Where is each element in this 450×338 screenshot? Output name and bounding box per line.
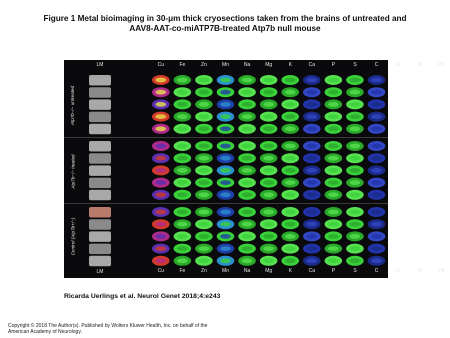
brain-section-core bbox=[371, 258, 382, 263]
element-label-mg: Mg bbox=[265, 268, 273, 274]
element-label-k: K bbox=[288, 62, 292, 68]
brain-section-core bbox=[242, 114, 253, 119]
brain-section-core bbox=[199, 258, 210, 263]
brain-section-core bbox=[220, 102, 231, 107]
brain-section-core bbox=[285, 114, 296, 119]
brain-section-core bbox=[285, 258, 296, 263]
element-label-mn: Mn bbox=[222, 62, 229, 68]
brain-section-core bbox=[371, 222, 382, 227]
brain-section-core bbox=[177, 126, 188, 131]
brain-section-core bbox=[220, 210, 231, 215]
brain-section-core bbox=[199, 156, 210, 161]
brain-section-core bbox=[220, 144, 231, 149]
element-label-cu: Cu bbox=[157, 268, 164, 274]
element-label-p: P bbox=[331, 62, 336, 68]
brain-section-core bbox=[242, 258, 253, 263]
brain-section-core bbox=[371, 156, 382, 161]
element-label-ca: Ca bbox=[308, 268, 316, 274]
brain-section-core bbox=[220, 234, 231, 239]
brain-section-core bbox=[371, 78, 382, 83]
brain-section-core bbox=[371, 102, 382, 107]
brain-section-core bbox=[350, 126, 361, 131]
brain-section-core bbox=[199, 126, 210, 131]
brain-section-core bbox=[242, 78, 253, 83]
brain-section-core bbox=[242, 210, 253, 215]
brain-section-core bbox=[199, 192, 210, 197]
brain-section-core bbox=[155, 210, 166, 215]
brain-section-core bbox=[285, 210, 296, 215]
group-divider bbox=[64, 137, 388, 138]
brain-section-core bbox=[177, 156, 188, 161]
element-label-ca: Ca bbox=[308, 62, 316, 68]
brain-section-core bbox=[263, 246, 274, 251]
brain-section-core bbox=[328, 156, 339, 161]
brain-section-core bbox=[285, 156, 296, 161]
group-divider bbox=[64, 203, 388, 204]
brain-section-core bbox=[371, 126, 382, 131]
element-label-cu: Cu bbox=[157, 62, 164, 68]
brain-section-core bbox=[199, 210, 210, 215]
brain-section-core bbox=[328, 168, 339, 173]
brain-section-core bbox=[242, 102, 253, 107]
brain-section-core bbox=[328, 222, 339, 227]
copyright-line-2: American Academy of Neurology. bbox=[8, 329, 82, 335]
brain-section-core bbox=[199, 144, 210, 149]
brain-section-core bbox=[371, 246, 382, 251]
brain-section-core bbox=[350, 102, 361, 107]
brain-section-core bbox=[199, 246, 210, 251]
element-label-ni: Ni bbox=[417, 62, 423, 68]
brain-section-core bbox=[155, 78, 166, 83]
group-label-untreated: Atp7b−/− untreated bbox=[70, 85, 76, 125]
figure-title-line-2: AAV8-AAT-co-miATP7B-treated Atp7b null mouse bbox=[129, 24, 321, 33]
element-label-cr: Cr bbox=[395, 62, 401, 68]
brain-section-core bbox=[285, 234, 296, 239]
brain-section-core bbox=[285, 144, 296, 149]
brain-section-core bbox=[177, 210, 188, 215]
figure-title-line-1: Figure 1 Metal bioimaging in 30-μm thick cryosections taken from the brains of untreated and bbox=[43, 14, 407, 23]
brain-section-core bbox=[220, 90, 231, 95]
group-label-control: Control (Atp7b+/−) bbox=[70, 217, 76, 255]
brain-section-core bbox=[199, 180, 210, 185]
light-microscopy-thumbnail bbox=[89, 231, 111, 242]
element-label-p: P bbox=[331, 268, 336, 274]
brain-section-core bbox=[263, 114, 274, 119]
brain-section-core bbox=[263, 210, 274, 215]
brain-section-core bbox=[263, 234, 274, 239]
brain-section-core bbox=[328, 234, 339, 239]
brain-section-core bbox=[199, 78, 210, 83]
brain-section-core bbox=[220, 114, 231, 119]
brain-section-core bbox=[285, 102, 296, 107]
brain-section-core bbox=[242, 168, 253, 173]
brain-section-core bbox=[220, 222, 231, 227]
brain-section-core bbox=[350, 192, 361, 197]
element-label-zn: Zn bbox=[201, 268, 207, 274]
brain-section-core bbox=[328, 114, 339, 119]
figure-title bbox=[0, 14, 450, 34]
brain-section-core bbox=[155, 144, 166, 149]
brain-section-core bbox=[371, 210, 382, 215]
brain-section-core bbox=[155, 126, 166, 131]
bioimaging-figure bbox=[64, 60, 445, 278]
brain-section-core bbox=[199, 234, 210, 239]
element-column-footers bbox=[150, 267, 450, 277]
light-microscopy-thumbnail bbox=[89, 219, 111, 230]
brain-section-core bbox=[328, 210, 339, 215]
brain-section-core bbox=[306, 258, 317, 263]
element-label-pb: Pb bbox=[438, 268, 445, 274]
brain-section-core bbox=[306, 102, 317, 107]
brain-section-core bbox=[263, 192, 274, 197]
brain-section-core bbox=[220, 168, 231, 173]
brain-section-core bbox=[263, 156, 274, 161]
brain-section-core bbox=[242, 234, 253, 239]
brain-section-core bbox=[371, 234, 382, 239]
brain-section-core bbox=[242, 90, 253, 95]
element-label-mn: Mn bbox=[222, 268, 229, 274]
brain-section-core bbox=[263, 168, 274, 173]
element-label-c: C bbox=[374, 268, 379, 274]
brain-section-core bbox=[220, 192, 231, 197]
brain-section-core bbox=[350, 180, 361, 185]
brain-section-core bbox=[177, 222, 188, 227]
light-microscopy-thumbnail bbox=[89, 141, 111, 152]
brain-section-core bbox=[199, 222, 210, 227]
brain-section-core bbox=[306, 192, 317, 197]
light-microscopy-thumbnail bbox=[89, 244, 111, 255]
brain-section-core bbox=[242, 246, 253, 251]
brain-section-core bbox=[177, 234, 188, 239]
brain-section-core bbox=[371, 90, 382, 95]
brain-section-core bbox=[285, 126, 296, 131]
brain-section-core bbox=[371, 180, 382, 185]
brain-section-core bbox=[328, 102, 339, 107]
brain-section-core bbox=[199, 168, 210, 173]
figure-citation: Ricarda Uerlings et al. Neurol Genet 2018;4:e243 bbox=[64, 293, 221, 300]
brain-section-core bbox=[285, 180, 296, 185]
brain-section-core bbox=[199, 102, 210, 107]
element-label-pb: Pb bbox=[438, 62, 445, 68]
brain-section-core bbox=[242, 180, 253, 185]
brain-section-core bbox=[220, 246, 231, 251]
brain-section-core bbox=[177, 180, 188, 185]
brain-section-core bbox=[155, 258, 166, 263]
brain-section-core bbox=[285, 246, 296, 251]
element-label-s: S bbox=[353, 268, 357, 274]
light-microscopy-thumbnail bbox=[89, 207, 111, 218]
element-label-na: Na bbox=[243, 268, 251, 274]
brain-section-core bbox=[285, 90, 296, 95]
brain-section-core bbox=[220, 126, 231, 131]
brain-section-core bbox=[350, 222, 361, 227]
brain-section-core bbox=[220, 258, 231, 263]
brain-section-core bbox=[306, 210, 317, 215]
brain-section-core bbox=[177, 114, 188, 119]
brain-section-core bbox=[350, 144, 361, 149]
brain-section-core bbox=[328, 126, 339, 131]
element-label-ni: Ni bbox=[417, 268, 423, 274]
brain-section-core bbox=[371, 144, 382, 149]
light-microscopy-thumbnail bbox=[89, 99, 111, 110]
brain-section-core bbox=[350, 258, 361, 263]
brain-section-core bbox=[306, 114, 317, 119]
element-column-headers bbox=[150, 61, 450, 71]
brain-section-core bbox=[199, 90, 210, 95]
brain-section-core bbox=[350, 156, 361, 161]
brain-section-core bbox=[177, 90, 188, 95]
brain-section-core bbox=[350, 234, 361, 239]
element-label-na: Na bbox=[243, 62, 251, 68]
brain-section-core bbox=[328, 90, 339, 95]
brain-section-core bbox=[177, 168, 188, 173]
brain-section-core bbox=[306, 222, 317, 227]
brain-section-core bbox=[263, 180, 274, 185]
brain-section-core bbox=[306, 144, 317, 149]
brain-section-core bbox=[306, 126, 317, 131]
element-label-cr: Cr bbox=[395, 268, 401, 274]
brain-section-core bbox=[220, 78, 231, 83]
lm-column-footer: LM bbox=[96, 269, 104, 275]
brain-section-core bbox=[328, 192, 339, 197]
element-label-fe: Fe bbox=[179, 268, 186, 274]
brain-section-core bbox=[177, 246, 188, 251]
brain-section-core bbox=[328, 180, 339, 185]
brain-section-core bbox=[350, 210, 361, 215]
brain-section-core bbox=[155, 90, 166, 95]
brain-section-core bbox=[199, 114, 210, 119]
element-label-k: K bbox=[288, 268, 292, 274]
brain-section-core bbox=[306, 168, 317, 173]
brain-section-core bbox=[263, 102, 274, 107]
brain-section-core bbox=[306, 246, 317, 251]
brain-section-core bbox=[155, 114, 166, 119]
brain-section-core bbox=[177, 102, 188, 107]
brain-section-core bbox=[306, 90, 317, 95]
brain-section-core bbox=[263, 258, 274, 263]
brain-section-core bbox=[155, 156, 166, 161]
group-label-treated: Atp7b−/− treated bbox=[70, 153, 76, 189]
brain-section-core bbox=[155, 246, 166, 251]
brain-section-core bbox=[350, 168, 361, 173]
brain-section-core bbox=[306, 78, 317, 83]
brain-section-core bbox=[155, 222, 166, 227]
light-microscopy-thumbnail bbox=[89, 124, 111, 135]
brain-section-core bbox=[328, 144, 339, 149]
brain-section-core bbox=[155, 180, 166, 185]
brain-section-core bbox=[242, 126, 253, 131]
light-microscopy-thumbnail bbox=[89, 87, 111, 98]
brain-section-core bbox=[350, 90, 361, 95]
brain-section-core bbox=[220, 180, 231, 185]
brain-section-core bbox=[177, 192, 188, 197]
brain-section-core bbox=[220, 156, 231, 161]
element-label-fe: Fe bbox=[179, 62, 186, 68]
brain-section-core bbox=[350, 114, 361, 119]
brain-section-core bbox=[371, 114, 382, 119]
brain-section-core bbox=[242, 156, 253, 161]
brain-section-core bbox=[371, 192, 382, 197]
brain-section-core bbox=[155, 102, 166, 107]
brain-section-core bbox=[285, 222, 296, 227]
brain-section-core bbox=[285, 78, 296, 83]
brain-section-core bbox=[306, 234, 317, 239]
brain-section-core bbox=[263, 144, 274, 149]
brain-section-core bbox=[350, 246, 361, 251]
brain-section-core bbox=[263, 90, 274, 95]
brain-section-core bbox=[328, 258, 339, 263]
light-microscopy-thumbnail bbox=[89, 153, 111, 164]
brain-section-core bbox=[328, 246, 339, 251]
brain-section-core bbox=[263, 78, 274, 83]
light-microscopy-thumbnail bbox=[89, 256, 111, 266]
brain-section-core bbox=[285, 192, 296, 197]
copyright-line-1: Copyright © 2018 The Author(s). Published by Wolters Kluwer Health, Inc. on behalf of the bbox=[8, 323, 208, 329]
element-label-mg: Mg bbox=[265, 62, 273, 68]
brain-section-core bbox=[285, 168, 296, 173]
element-label-s: S bbox=[353, 62, 357, 68]
brain-section-core bbox=[155, 168, 166, 173]
brain-section-core bbox=[306, 180, 317, 185]
brain-section-core bbox=[177, 78, 188, 83]
light-microscopy-thumbnail bbox=[89, 75, 111, 86]
brain-section-core bbox=[242, 144, 253, 149]
lm-column-header: LM bbox=[96, 62, 104, 68]
brain-section-core bbox=[177, 258, 188, 263]
brain-section-core bbox=[242, 222, 253, 227]
brain-section-core bbox=[328, 78, 339, 83]
brain-section-grid bbox=[64, 60, 388, 278]
copyright-notice bbox=[8, 323, 308, 335]
brain-section-core bbox=[177, 144, 188, 149]
brain-section-core bbox=[371, 168, 382, 173]
element-label-zn: Zn bbox=[201, 62, 207, 68]
light-microscopy-thumbnail bbox=[89, 178, 111, 189]
element-label-c: C bbox=[374, 62, 379, 68]
light-microscopy-thumbnail bbox=[89, 190, 111, 201]
brain-section-core bbox=[350, 78, 361, 83]
brain-section-core bbox=[306, 156, 317, 161]
brain-section-core bbox=[155, 192, 166, 197]
brain-section-core bbox=[263, 126, 274, 131]
brain-section-core bbox=[155, 234, 166, 239]
light-microscopy-thumbnail bbox=[89, 112, 111, 123]
brain-section-core bbox=[263, 222, 274, 227]
brain-section-core bbox=[242, 192, 253, 197]
light-microscopy-thumbnail bbox=[89, 165, 111, 176]
